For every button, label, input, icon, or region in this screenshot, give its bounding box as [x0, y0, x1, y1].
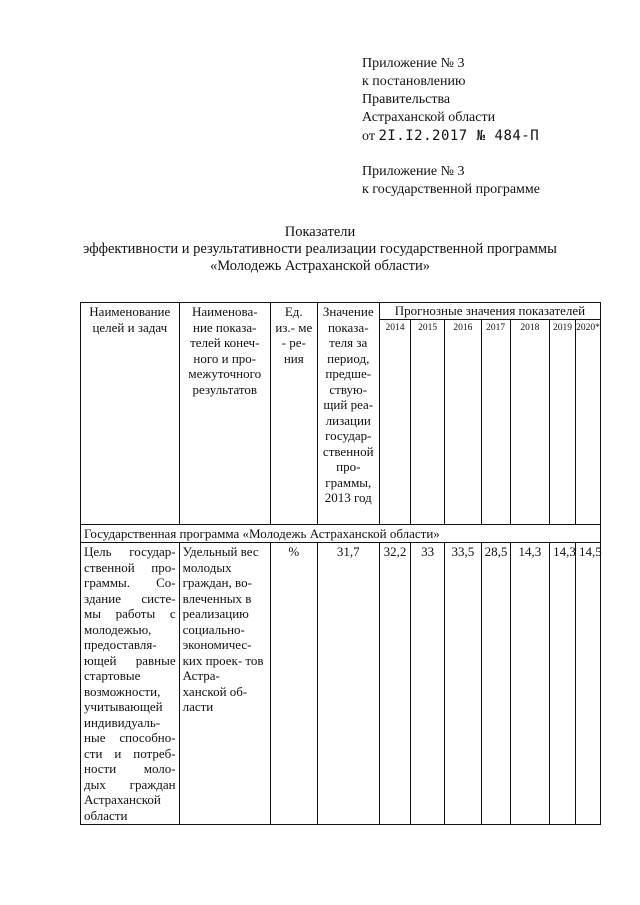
unit-cell: %	[270, 543, 317, 825]
appendix-1-line2: к постановлению	[362, 74, 466, 89]
appendix-2-line2: к государственной программе	[362, 182, 540, 197]
appendix-1-line1: Приложение № 3	[362, 56, 465, 71]
date-stamp: 2I.I2.2017 № 484-П	[378, 128, 540, 144]
value-2019-cell: 14,3	[550, 543, 576, 825]
section-row	[81, 524, 601, 543]
header-year-2018: 2018	[510, 319, 549, 524]
value-2017-cell: 28,5	[481, 543, 510, 825]
heading-line1: Показатели	[284, 224, 356, 240]
indicator-cell: Удельный вес молодых граждан, во- влеченных в реализацию социально- экономичес- ких проек- тов Астра- ханской об- ласти	[179, 543, 270, 825]
value-2015-cell: 33	[411, 543, 445, 825]
header-year-2019: 2019	[550, 319, 576, 524]
table-row	[81, 543, 601, 825]
base-value-cell: 31,7	[317, 543, 379, 825]
header-goals: Наименование целей и задач	[81, 303, 180, 525]
indicators-table	[80, 302, 601, 825]
value-2016-cell: 33,5	[445, 543, 481, 825]
table-header-row	[81, 303, 601, 320]
appendix-2-line1: Приложение № 3	[362, 164, 465, 179]
appendix-1-line3: Правительства	[362, 92, 451, 107]
appendix-1-date-line	[362, 127, 539, 146]
heading-line2: эффективности и результативности реализации государственной программы	[83, 241, 557, 257]
date-prefix: от	[362, 129, 375, 144]
header-unit: Ед. из.- ме - ре- ния	[270, 303, 317, 525]
goal-cell: Цель государ- ственной про- граммы. Со- здание систе- мы работы с молодежью, предоставля- ющей равные стартовые возможности, учитывающей индивидуаль- ные способно- сти и потреб- ности моло- дых граждан Астраханской области	[81, 543, 180, 825]
header-year-2016: 2016	[445, 319, 481, 524]
header-year-2014: 2014	[379, 319, 410, 524]
value-2018-cell: 14,3	[510, 543, 549, 825]
appendix-1-block	[362, 55, 539, 146]
document-heading	[0, 224, 640, 275]
header-year-2015: 2015	[411, 319, 445, 524]
section-title: Государственная программа «Молодежь Астраханской области»	[81, 524, 601, 543]
value-2020-cell: 14,5	[576, 543, 601, 825]
appendix-2-block	[362, 163, 540, 199]
heading-line3: «Молодежь Астраханской области»	[209, 258, 431, 274]
appendix-1-line4: Астраханской области	[362, 110, 496, 125]
header-value-2013: Значение показа- теля за период, предше- ствую- щий реа- лизации государ- ственной про- граммы, 2013 год	[317, 303, 379, 525]
header-year-2020: 2020*	[576, 319, 601, 524]
header-forecast: Прогнозные значения показателей	[379, 303, 600, 320]
header-year-2017: 2017	[481, 319, 510, 524]
header-indicators: Наименова- ние показа- телей конеч- ного и про- межуточного результатов	[179, 303, 270, 525]
value-2014-cell: 32,2	[379, 543, 410, 825]
